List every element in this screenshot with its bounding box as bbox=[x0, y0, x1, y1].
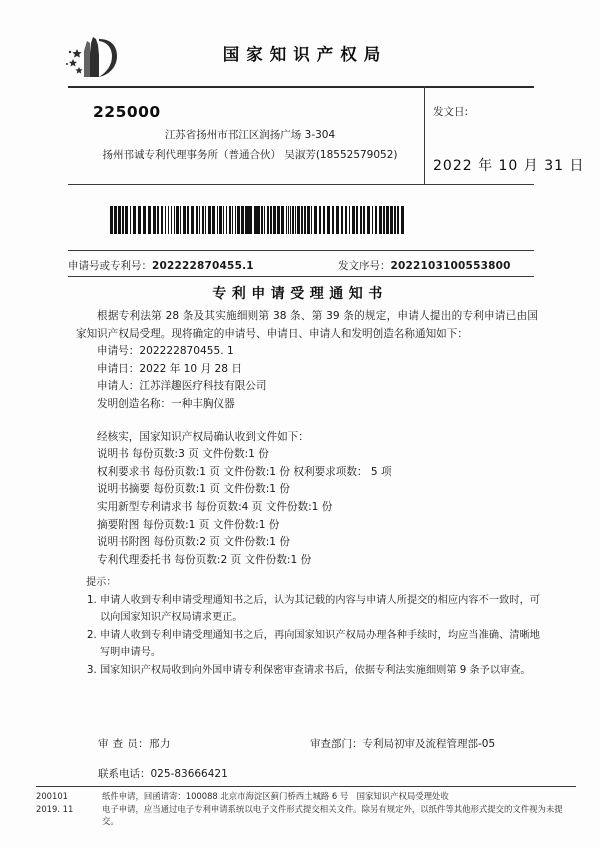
received-document-item: 说明书 每份页数:3 页 文件份数:1 份 bbox=[97, 448, 269, 461]
intro-paragraph: 根据专利法第 28 条及其实施细则第 38 条、第 39 条的规定，申请人提出的专利申请已由国家知识产权局受理。现将确定的申请号、申请日、申请人和发明创造名称通知如下： bbox=[76, 310, 538, 340]
examiner-label: 审 查 员： bbox=[98, 738, 150, 750]
issue-date-value: 2022 年 10 月 31 日 bbox=[433, 158, 585, 174]
application-number-value: 202222870455.1 bbox=[152, 260, 254, 272]
footer-text: 电子申请，应当通过电子专利申请系统以电子文件形式提交相关文件。除另有规定外，以纸件等其他形式提交的文件视为未提交。 bbox=[102, 803, 563, 827]
footer-row bbox=[36, 803, 576, 828]
received-document-item: 权利要求书 每份页数:1 页 文件份数:1 份 权利要求项数： 5 项 bbox=[97, 465, 392, 478]
footer-code: 200101 bbox=[36, 791, 68, 801]
footer-text: 纸件申请，回函请寄：100088 北京市海淀区蓟门桥西土城路 6 号 国家知识产权局受理处收 bbox=[102, 791, 449, 801]
address-block-divider bbox=[68, 184, 534, 185]
serial-number-value: 2022103100553800 bbox=[390, 260, 511, 272]
serial-number-label: 发文序号： bbox=[338, 260, 391, 272]
issue-date-label: 发文日: bbox=[433, 106, 469, 118]
contact-phone-field bbox=[98, 766, 228, 781]
contact-phone-label: 联系电话： bbox=[98, 768, 151, 780]
note-item: 2. 申请人收到专利申请受理通知书之后，再向国家知识产权局办理各种手续时，均应当准确、清晰地写明申请号。 bbox=[87, 629, 540, 659]
field-application-date: 申请日：2022 年 10 月 28 日 bbox=[97, 362, 242, 375]
body-spacer bbox=[76, 414, 538, 429]
document-header bbox=[0, 0, 600, 88]
serial-number-field bbox=[338, 258, 511, 273]
contact-phone-number: 025-83666421 bbox=[150, 768, 228, 780]
note-item: 3. 国家知识产权局收到向外国申请专利保密审查请求书后，依据专利法实施细则第 9 条予以审查。 bbox=[87, 664, 531, 676]
document-body bbox=[76, 308, 538, 569]
application-number-barcode bbox=[110, 206, 260, 234]
received-document-item: 摘要附图 每份页数:1 页 文件份数:1 份 bbox=[97, 518, 280, 531]
document-serial-barcode bbox=[245, 206, 405, 234]
field-application-number: 申请号：202222870455. 1 bbox=[97, 345, 234, 358]
info-row-top-rule bbox=[68, 250, 534, 251]
recipient-address-line-1: 江苏省扬州市邗江区润扬广场 3-304 bbox=[164, 129, 336, 141]
application-number-label: 申请号或专利号： bbox=[68, 260, 152, 272]
header-column-divider bbox=[424, 86, 425, 184]
received-document-item: 实用新型专利请求书 每份页数:4 页 文件份数:1 份 bbox=[97, 500, 333, 513]
recipient-address-line-2: 扬州邗诚专利代理事务所（普通合伙） 吴淑芳(18552579052) bbox=[102, 149, 398, 161]
cnipa-emblem-icon bbox=[57, 33, 127, 81]
footer-divider bbox=[36, 786, 576, 787]
notes-section bbox=[76, 574, 540, 680]
examiner-field bbox=[98, 736, 171, 751]
department-field bbox=[310, 736, 495, 751]
footer-code: 2019. 11 bbox=[36, 803, 74, 814]
received-document-item: 说明书附图 每份页数:2 页 文件份数:1 份 bbox=[97, 536, 290, 549]
department-label: 审查部门： bbox=[310, 738, 363, 750]
field-applicant: 申请人：江苏洋趣医疗科技有限公司 bbox=[97, 380, 267, 393]
department-name: 专利局初审及流程管理部-05 bbox=[362, 738, 496, 750]
info-row-bottom-rule bbox=[68, 276, 534, 277]
application-number-field bbox=[68, 258, 254, 273]
document-title: 专利申请受理通知书 bbox=[212, 286, 388, 302]
header-divider bbox=[68, 86, 534, 88]
postcode: 225000 bbox=[93, 103, 161, 121]
notes-heading: 提示： bbox=[86, 577, 117, 588]
organization-title: 国家知识产权局 bbox=[222, 45, 388, 64]
received-document-item: 说明书摘要 每份页数:1 页 文件份数:1 份 bbox=[97, 483, 290, 496]
note-item: 1. 申请人收到专利申请受理通知书之后，认为其记载的内容与申请人所提交的相应内容不一致时，可以向国家知识产权局请求更正。 bbox=[87, 594, 540, 624]
receipt-intro: 经核实，国家知识产权局确认收到文件如下： bbox=[97, 430, 309, 443]
received-document-item: 专利代理委托书 每份页数:2 页 文件份数:1 份 bbox=[97, 553, 312, 566]
field-invention-name: 发明创造名称：一种丰胸仪器 bbox=[97, 397, 235, 410]
examiner-name: 邢力 bbox=[149, 738, 171, 750]
document-footer bbox=[36, 790, 576, 828]
footer-row bbox=[36, 790, 576, 803]
